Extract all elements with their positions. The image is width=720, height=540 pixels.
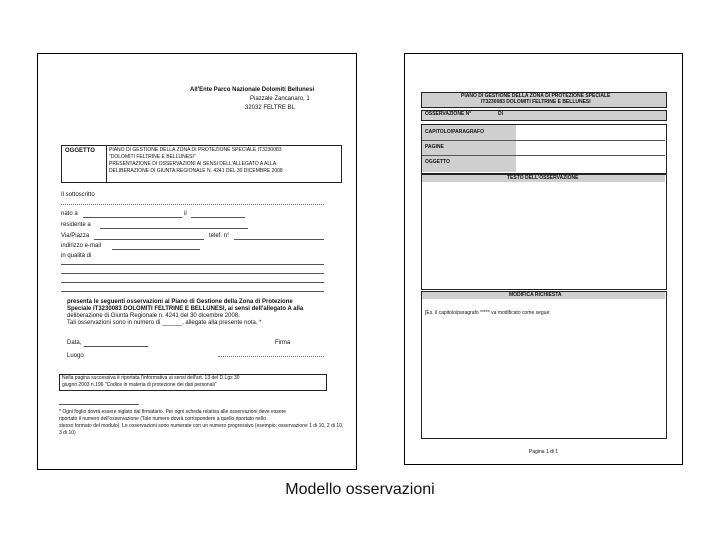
qualita-line-1[interactable] bbox=[61, 264, 324, 265]
oggetto-text-4: DELIBERAZIONE DI GIUNTA REGIONALE N. 4241 DEL 30 DICEMBRE 2008 bbox=[109, 168, 283, 174]
body-line-2: Speciale IT3230083 DOLOMITI FELTRINE E BELLUNESI, ai sensi dell'allegato A alla bbox=[67, 306, 304, 312]
recipient-line-1: All'Ente Parco Nazionale Dolomiti Bellunesi bbox=[190, 87, 315, 93]
qualita-line-4[interactable] bbox=[61, 291, 324, 292]
footnote-line-1: * Ogni foglio dovrà essere siglato dal firmatario. Per ogni scheda relativa alle osservazioni deve essere bbox=[59, 409, 287, 415]
sottoscritto-line[interactable] bbox=[61, 204, 324, 205]
body-line-4: Tali osservazioni sono in numero di ______, allegate alla presente nota. * bbox=[67, 320, 262, 326]
residente-label: residente a bbox=[61, 222, 91, 228]
firma-field[interactable] bbox=[218, 356, 324, 357]
residente-field[interactable] bbox=[100, 228, 248, 229]
oggetto-text-1: PIANO DI GESTIONE DELLA ZONA DI PROTEZIONE SPECIALE IT3230083 bbox=[109, 147, 282, 153]
oggetto-divider bbox=[106, 145, 107, 182]
sottoscritto-label: Il sottoscritto bbox=[61, 192, 95, 198]
luogo-label: Luogo bbox=[67, 353, 84, 359]
form-page-right bbox=[404, 53, 683, 465]
oggetto-label: OGGETTO bbox=[65, 148, 95, 154]
info-row-line-1 bbox=[422, 140, 665, 141]
qualita-label: in qualità di bbox=[61, 253, 92, 259]
form-page-left bbox=[37, 53, 357, 470]
info-row-line-2 bbox=[422, 155, 665, 156]
oggetto-b-label: OGGETTO bbox=[425, 159, 450, 165]
indirizzo-label: indirizzo e-mail bbox=[61, 243, 102, 249]
nato-field[interactable] bbox=[83, 217, 182, 218]
telef-field[interactable] bbox=[234, 239, 324, 240]
oggetto-text-2: "DOLOMITI FELTRINE E BELLUNESI" bbox=[109, 154, 196, 160]
caption: Modello osservazioni bbox=[285, 481, 435, 498]
nato-label: nato a bbox=[61, 211, 78, 217]
il-label: il bbox=[184, 211, 187, 217]
via-label: Via/Piazza bbox=[61, 233, 90, 239]
header-line-1: PIANO DI GESTIONE DELLA ZONA DI PROTEZIONE SPECIALE bbox=[461, 93, 611, 99]
testo-label: TESTO DELL'OSSERVAZIONE bbox=[507, 175, 579, 181]
footnote-rule bbox=[59, 404, 139, 405]
privacy-line-1: Nella pagina successiva è riportata l'informativa ai sensi dell'art. 13 del D.Lgs 30 bbox=[62, 375, 240, 381]
testo-box[interactable] bbox=[421, 174, 667, 290]
osservazione-di: DI bbox=[498, 111, 503, 117]
data-field[interactable] bbox=[84, 346, 148, 347]
modifica-text: [Es. il capitolo/paragrafo ***** va modificato come segue: bbox=[425, 310, 551, 316]
qualita-line-3[interactable] bbox=[61, 282, 324, 283]
recipient-line-3: 32032 FELTRE BL bbox=[245, 105, 295, 111]
telef-label: telef. n° bbox=[209, 233, 230, 239]
oggetto-text-3: PRESENTAZIONE DI OSSERVAZIONI AI SENSI DELL'ALLEGATO A ALLA bbox=[109, 161, 277, 167]
footnote-line-2: riportato il numero dell'osservazione (Tale numero dovrà corrispondere a quello riportato nello bbox=[59, 416, 266, 422]
body-line-3: deliberazione di Giunta Regionale n. 4241 del 30 dicembre 2008. bbox=[67, 313, 240, 319]
privacy-line-2: giugno 2003 n.196 "Codice in materia di protezione dei dati personali" bbox=[62, 382, 217, 388]
recipient-line-2: Piazzale Zancanaro, 1 bbox=[250, 96, 310, 102]
via-field[interactable] bbox=[94, 239, 204, 240]
modifica-label: MODIFICA RICHIESTA bbox=[509, 292, 562, 298]
osservazione-label: OSSERVAZIONE N° bbox=[425, 111, 472, 117]
header-line-2: IT3230083 DOLOMITI FELTRINE E BELLUNESI bbox=[481, 99, 591, 105]
il-field[interactable] bbox=[191, 217, 245, 218]
footnote-line-4: 3 di 10) bbox=[59, 430, 76, 436]
pagina-label: Pagina 1 di 1 bbox=[529, 449, 559, 455]
data-label: Data, bbox=[67, 340, 82, 346]
indirizzo-field[interactable] bbox=[112, 249, 200, 250]
qualita-line-2[interactable] bbox=[61, 273, 324, 274]
pagine-label: PAGINE bbox=[425, 144, 444, 150]
capitolo-label: CAPITOLO/PARAGRAFO bbox=[425, 129, 484, 135]
body-line-1: presenta le seguenti osservazioni al Piano di Gestione della Zona di Protezione bbox=[67, 299, 293, 305]
firma-label: Firma bbox=[275, 340, 291, 346]
footnote-line-3: stesso formato del modulo). Le osservazioni sono numerate con un numero progressivo (esempio: osservazione 1 di 10, 2 di 10, bbox=[59, 423, 344, 429]
